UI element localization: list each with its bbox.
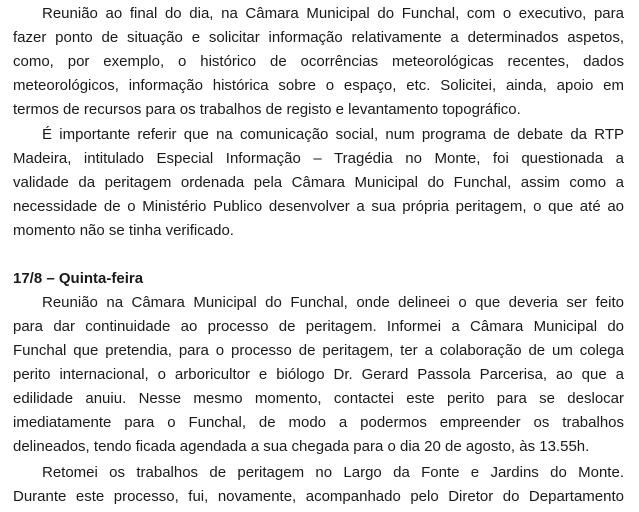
paragraph-3-line-4: perito internacional, o arboricultor e biólogo Dr. Gerard Passola Parcerisa, ao que a xyxy=(13,366,624,383)
paragraph-3-line-2: para dar continuidade ao processo de peritagem. Informei a Câmara Municipal do xyxy=(13,318,624,335)
paragraph-3-line-7: delineados, tendo ficada agendada a sua chegada para o dia 20 de agosto, às 13.55h. xyxy=(13,438,590,455)
paragraph-1-line-5: termos de recursos para os trabalhos de registo e levantamento topográfico. xyxy=(13,101,521,118)
paragraph-2-line-1: É importante referir que na comunicação social, num programa de debate da RTP xyxy=(42,126,624,143)
paragraph-4-line-1: Retomei os trabalhos de peritagem no Largo da Fonte e Jardins do Monte. xyxy=(42,464,624,481)
paragraph-2-line-2: Madeira, intitulado Especial Informação – Tragédia no Monte, foi questionada a xyxy=(13,150,624,167)
paragraph-3-line-6: imediatamente para o Funchal, de modo a podermos empreender os trabalhos xyxy=(13,414,624,431)
paragraph-3-line-5: edilidade anuiu. Nesse mesmo momento, contactei este perito para se deslocar xyxy=(13,390,624,407)
paragraph-1-line-4: meteorológicos, informação histórica sobre o espaço, etc. Solicitei, ainda, apoio em xyxy=(13,77,624,94)
paragraph-1-line-2: fazer ponto de situação e solicitar informação relativamente a determinados aspetos, xyxy=(13,29,624,46)
paragraph-4-line-2: Durante este processo, fui, novamente, acompanhado pelo Diretor do Departamento xyxy=(13,488,624,505)
section-heading: 17/8 – Quinta-feira xyxy=(13,270,144,287)
paragraph-3-line-3: Funchal que pretendia, para o processo de peritagem, ter a colaboração de um colega xyxy=(13,342,624,359)
paragraph-3-line-1: Reunião na Câmara Municipal do Funchal, onde delineei o que deveria ser feito xyxy=(42,294,624,311)
paragraph-2-line-3: validade da peritagem ordenada pela Câmara Municipal do Funchal, assim como a xyxy=(13,174,624,191)
paragraph-2-line-5: momento não se tinha verificado. xyxy=(13,222,234,239)
paragraph-1-line-1: Reunião ao final do dia, na Câmara Municipal do Funchal, com o executivo, para xyxy=(42,5,624,22)
paragraph-1-line-3: como, por exemplo, o histórico de ocorrências meteorológicas recentes, dados xyxy=(13,53,624,70)
paragraph-2-line-4: necessidade de o Ministério Publico desenvolver a sua própria peritagem, o que até ao xyxy=(13,198,624,215)
